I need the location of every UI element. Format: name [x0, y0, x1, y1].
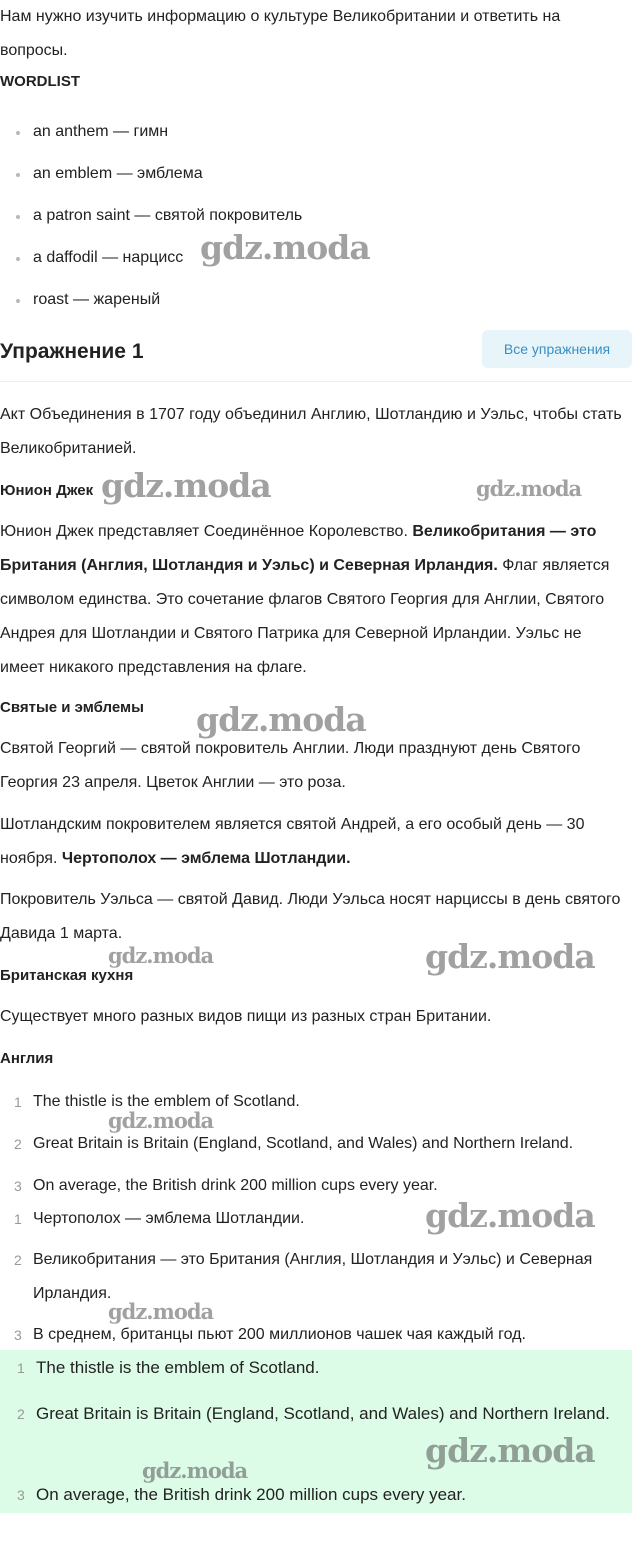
list-item: 2 Великобритания — это Британия (Англия, Шотландия и Уэльс) и Северная Ирландия. [14, 1251, 593, 1302]
heading-british-cuisine: Британская кухня [0, 967, 134, 984]
intro-text: Нам нужно изучить информацию о культуре Великобритании и ответить на вопросы. [0, 8, 561, 59]
bullet-icon [16, 131, 20, 135]
paragraph-cuisine: Существует много разных видов пищи из разных стран Британии. [0, 1008, 492, 1025]
exercise-title: Упражнение 1 [0, 340, 144, 363]
paragraph-union-jack: Юнион Джек представляет Соединённое Королевство. Великобритания — это Британия (Англия, Шотландия и Уэльс) и Северная Ирландия. Флаг является символом единства. Это сочетание флагов Святого Георгия для Англии, Святого Андрея для Шотландии и Святого Патрика для Северной Ирландии. Уэльс не имеет никакого представления на флаге. [0, 523, 610, 676]
bullet-icon [16, 173, 20, 177]
watermark: gdz.moda [425, 1196, 595, 1235]
heading-saints-emblems: Святые и эмблемы [0, 699, 144, 716]
bullet-icon [16, 215, 20, 219]
list-item: 1 Чертополох — эмблема Шотландии. [14, 1210, 305, 1227]
list-item: 1 The thistle is the emblem of Scotland. [14, 1093, 300, 1110]
watermark: gdz.moda [425, 1431, 595, 1470]
wordlist-heading: WORDLIST [0, 73, 80, 90]
list-item: 3 On average, the British drink 200 million cups every year. [17, 1485, 466, 1504]
list-item: 3 В среднем, британцы пьют 200 миллионов чашек чая каждый год. [14, 1326, 526, 1343]
watermark: gdz.moda [101, 466, 271, 505]
paragraph-st-george: Святой Георгий — святой покровитель Англии. Люди празднуют день Святого Георгия 23 апреля. Цветок Англии — это роза. [0, 740, 581, 791]
heading-union-jack: Юнион Джек [0, 482, 94, 499]
paragraph-act-of-union: Акт Объединения в 1707 году объединил Англию, Шотландию и Уэльс, чтобы стать Великобританией. [0, 406, 622, 457]
divider [0, 381, 632, 382]
watermark: gdz.moda [476, 476, 582, 501]
watermark: gdz.moda [108, 1108, 214, 1133]
list-item: 2 Great Britain is Britain (England, Scotland, and Wales) and Northern Ireland. [17, 1404, 610, 1423]
list-item: 1 The thistle is the emblem of Scotland. [17, 1358, 320, 1377]
watermark: gdz.moda [142, 1458, 248, 1483]
watermark: gdz.moda [108, 1299, 214, 1324]
all-exercises-button[interactable]: Все упражнения [482, 330, 632, 368]
watermark: gdz.moda [108, 943, 214, 968]
list-item: 2 Great Britain is Britain (England, Scotland, and Wales) and Northern Ireland. [14, 1135, 574, 1152]
heading-england: Англия [0, 1050, 54, 1067]
paragraph-st-david: Покровитель Уэльса — святой Давид. Люди Уэльса носят нарциссы в день святого Давида 1 марта. [0, 891, 621, 942]
watermark: gdz.moda [200, 228, 370, 267]
list-item: 3 On average, the British drink 200 million cups every year. [14, 1177, 438, 1194]
bullet-icon [16, 299, 20, 303]
bullet-icon [16, 257, 20, 261]
watermark: gdz.moda [196, 700, 366, 739]
watermark: gdz.moda [425, 937, 595, 976]
paragraph-st-andrew: Шотландским покровителем является святой Андрей, а его особый день — 30 ноября. Чертополох — эмблема Шотландии. [0, 816, 585, 867]
